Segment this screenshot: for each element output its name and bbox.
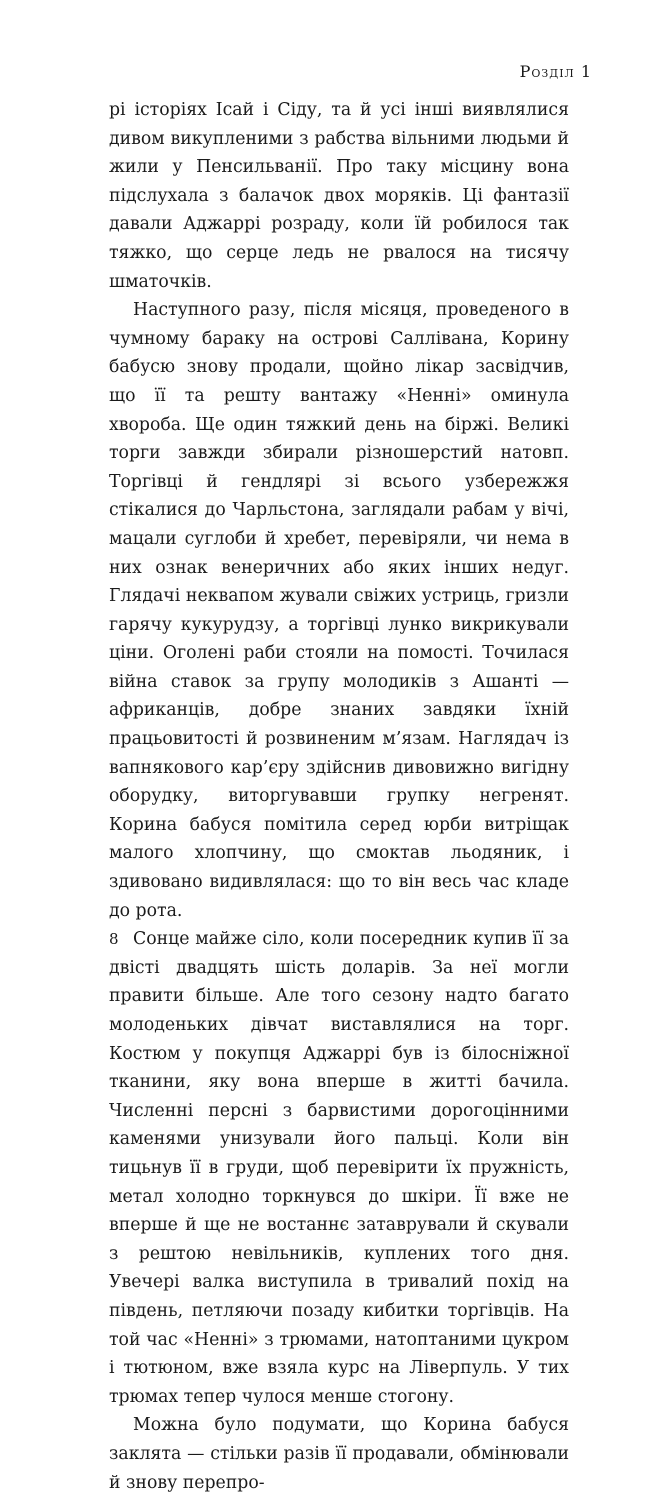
paragraph: Сонце майже сіло, коли посередник купив її за двісті двадцять шість доларів. За неї могли правити більше. Але того сезону надто багато молоденьких дівчат виставлялися на торг. Костюм у покупця Аджаррі був із білосніжної тканини, яку вона вперше в житті бачила. Численні персні з барвистими дорогоцінними каменями унизували його пальці. Коли він тицьнув її в груди, щоб перевірити їх пружність, метал холодно торкнувся до шкіри. Її вже не вперше й ще не востаннє затаврували й скували з рештою невільників, куплених того дня. Увечері валка виступила в тривалий похід на південь, петляючи позаду кибитки торгівців. На той час «Ненні» з трюмами, натоптаними цукром і тютюном, вже взяла курс на Ліверпуль. У тих трюмах тепер чулося менше стогону.: [109, 929, 569, 1407]
paragraph: Наступного разу, після місяця, проведеного в чумному бараку на острові Салліванa, Корину бабусю знову продали, щойно лікар засвідчив, що її та решту вантажу «Ненні» оминула хвороба. Ще один тяжкий день на біржі. Великі торги завжди збирали різношерстий натовп. Торгівці й гендлярі зі всього узбережжя стікалися до Чарльстона, заглядали рабам у вічі, мацали суглоби й хребет, перевіряли, чи нема в них ознак венеричних або яких інших недуг. Глядачі неквапом жували свіжих устриць, гризли гарячу кукурудзу, а торгівці лунко викрикували ціни. Оголені раби стояли на помості. Точилася війна ставок за групу молодиків з Ашанті — африканців, добре знаних завдяки їхній працьовитості й розвиненим м’язам. Наглядач із вапнякового кар’єру здійснив дивовижно вигідну оборудку, виторгувавши групку негренят. Корина бабуся помітила серед юрби витріщак малого хлопчину, що смоктав льодяник, і здивовано видивлялася: що то він весь час кладе до рота.: [109, 300, 569, 921]
page-number: 8: [109, 930, 119, 948]
paragraph: Можна було подумати, що Корина бабуся заклята — стільки разів її продавали, обмінювали й знову перепро-: [109, 1415, 569, 1493]
running-head: Розділ 1: [519, 62, 592, 81]
page-text: [109, 96, 569, 1497]
paragraph: рі історіях Ісай і Сіду, та й усі інші виявлялися дивом викупленими з рабства вільними людьми й жили у Пенсильванії. Про таку місцину вона підслухала з балачок двох моряків. Ці фантазії давали Аджаррі розраду, коли їй робилося так тяжко, що серце ледь не рвалося на тисячу шматочків.: [109, 100, 569, 292]
